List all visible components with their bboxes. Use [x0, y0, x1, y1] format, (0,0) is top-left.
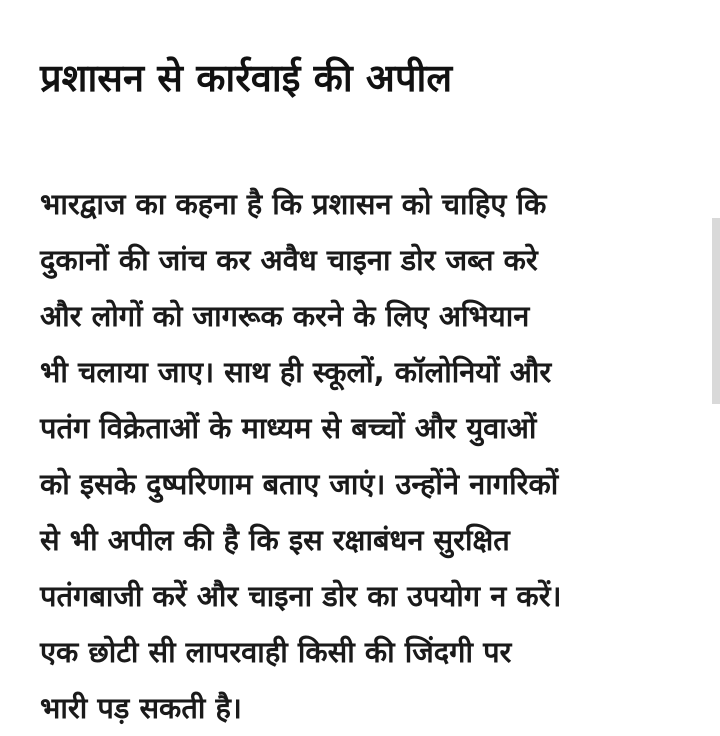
paragraph-line: को इसके दुष्परिणाम बताए जाएं। उन्होंने नागरिकों — [40, 467, 559, 501]
paragraph-line: पतंग विक्रेताओं के माध्यम से बच्चों और युवाओं — [40, 411, 537, 445]
scrollbar-thumb[interactable] — [712, 218, 720, 404]
paragraph-line: पतंगबाजी करें और चाइना डोर का उपयोग न करें। — [40, 579, 562, 613]
paragraph-line: एक छोटी सी लापरवाही किसी की जिंदगी पर — [40, 635, 512, 669]
paragraph-line: भारद्वाज का कहना है कि प्रशासन को चाहिए कि — [40, 187, 547, 221]
paragraph-line: दुकानों की जांच कर अवैध चाइना डोर जब्त करे — [40, 243, 538, 277]
paragraph-line: भारी पड़ सकती है। — [40, 691, 242, 725]
paragraph-line: भी चलाया जाए। साथ ही स्कूलों, कॉलोनियों और — [40, 355, 552, 389]
paragraph-line: और लोगों को जागरूक करने के लिए अभियान — [40, 299, 530, 333]
paragraph-line: से भी अपील की है कि इस रक्षाबंधन सुरक्षित — [40, 523, 510, 557]
article-paragraph — [40, 176, 700, 736]
article-heading: प्रशासन से कार्रवाई की अपील — [40, 56, 453, 100]
